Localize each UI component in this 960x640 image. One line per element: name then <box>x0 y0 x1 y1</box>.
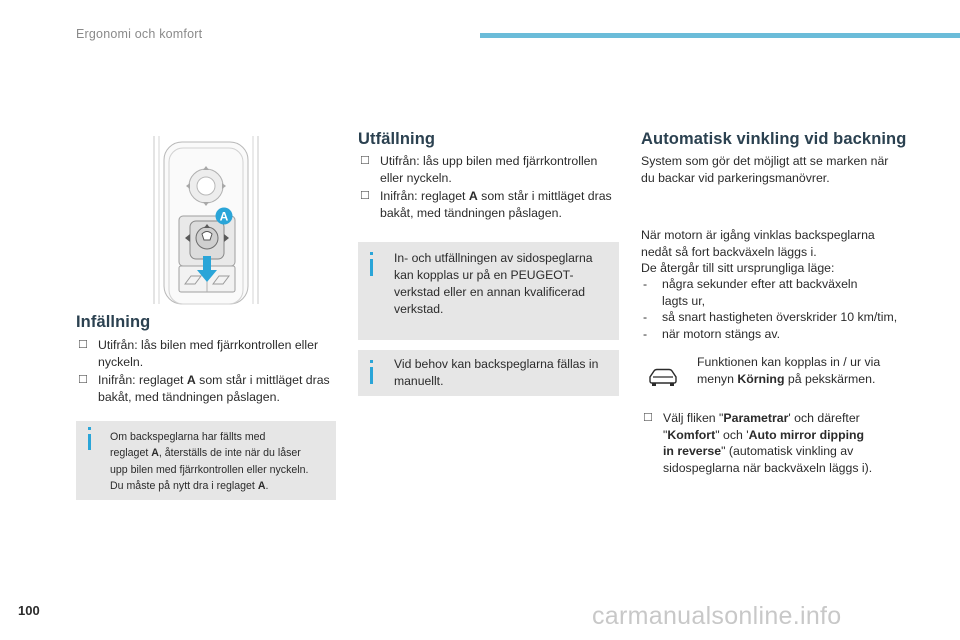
header-accent-bar <box>480 33 960 38</box>
automatisk-heading: Automatisk vinkling vid backning <box>641 130 907 148</box>
infallning-note-box <box>76 421 336 500</box>
utfallning-bullet-list <box>358 153 628 223</box>
list-item: ☐ Utifrån: lås bilen med fjärrkontrollen eller nyckeln. <box>78 338 319 369</box>
automatisk-body: När motorn är igång vinklas backspeglarna nedåt så fort backväxeln läggs i. De återgår till sitt ursprungliga läge: <box>641 228 875 275</box>
list-item: ☐ Välj fliken "Parametrar' och därefter "Komfort" och 'Auto mirror dipping in reverse" (automatisk vinkling av sidospeglarna när backväxeln läggs i). <box>643 411 873 475</box>
callout-a-label: A <box>219 209 229 224</box>
checkbox-bullet-icon: ☐ <box>643 412 653 424</box>
infallning-bullet-list <box>76 337 346 407</box>
list-item: ☐ Inifrån: reglaget A som står i mittläget dras bakåt, med tändningen påslagen. <box>360 189 612 220</box>
function-text: Funktionen kan kopplas in / ur via menyn Körning på pekskärmen. <box>697 355 881 386</box>
infallning-heading: Infällning <box>76 313 151 331</box>
note-text: In- och utfällningen av sidospeglarna kan kopplas ur på en PEUGEOT- verkstad eller en annan kvalificerad verkstad. <box>394 251 593 316</box>
info-icon <box>370 367 373 384</box>
section-title: Ergonomi och komfort <box>76 27 203 41</box>
checkbox-bullet-icon: ☐ <box>360 190 370 202</box>
list-item: - när motorn stängs av. <box>643 326 781 341</box>
note-text: Vid behov kan backspeglarna fällas in manuellt. <box>394 357 599 388</box>
automatisk-dash-list <box>641 276 916 342</box>
info-icon <box>370 259 373 276</box>
utfallning-heading: Utfällning <box>358 130 436 148</box>
list-item: - några sekunder efter att backväxeln lagts ur, <box>643 277 858 308</box>
list-item: ☐ Inifrån: reglaget A som står i mittläget dras bakåt, med tändningen påslagen. <box>78 373 330 404</box>
utfallning-note-box-1 <box>358 242 619 340</box>
utfallning-note-box-2 <box>358 350 619 396</box>
automatisk-intro: System som gör det möjligt att se marken när du backar vid parkeringsmanövrer. <box>641 154 889 185</box>
checkbox-bullet-icon: ☐ <box>78 339 88 351</box>
mirror-control-illustration <box>148 128 264 308</box>
checkbox-bullet-icon: ☐ <box>360 155 370 167</box>
list-item: - så snart hastigheten överskrider 10 km/tim, <box>643 310 898 324</box>
automatisk-select-list <box>641 410 921 478</box>
car-icon <box>647 366 679 388</box>
page-number: 100 <box>18 603 40 618</box>
watermark: carmanualsonline.info <box>592 602 842 630</box>
list-item: ☐ Utifrån: lås upp bilen med fjärrkontrollen eller nyckeln. <box>360 154 598 185</box>
note-text: Om backspeglarna har fällts med reglaget A, återställs de inte när du låser upp bilen med fjärrkontrollen eller nyckeln. Du måste på nytt dra i reglaget A. <box>110 431 309 493</box>
checkbox-bullet-icon: ☐ <box>78 374 88 386</box>
info-icon <box>88 434 91 450</box>
